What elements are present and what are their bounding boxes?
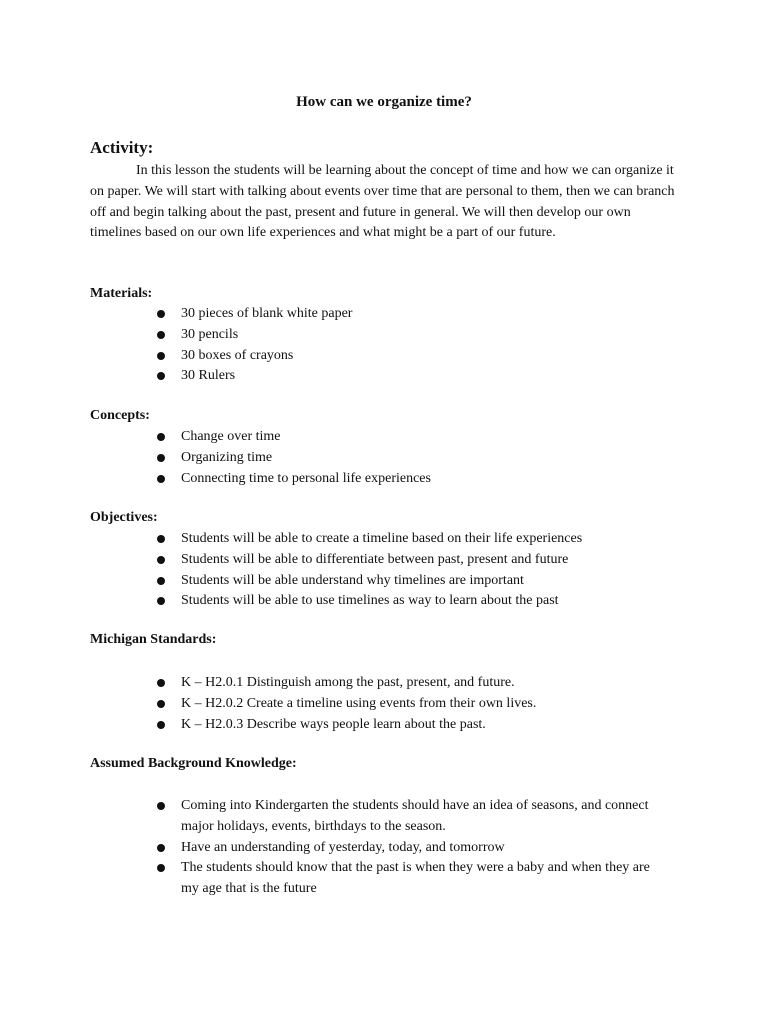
list-item: Students will be able to differentiate between past, present and future	[155, 550, 675, 571]
list-item: 30 boxes of crayons	[155, 346, 675, 367]
bullet-icon	[157, 372, 165, 380]
activity-heading: Activity:	[90, 138, 154, 157]
bullet-icon	[157, 577, 165, 585]
list-item: K – H2.0.1 Distinguish among the past, present, and future.	[155, 673, 675, 694]
bullet-icon	[157, 556, 165, 564]
standards-list	[155, 673, 675, 735]
background-heading: Assumed Background Knowledge:	[90, 756, 297, 771]
list-item: 30 pieces of blank white paper	[155, 304, 675, 325]
bullet-icon	[157, 331, 165, 339]
list-item: Connecting time to personal life experiences	[155, 469, 675, 490]
list-item: Students will be able understand why timelines are important	[155, 571, 675, 592]
concepts-list	[155, 427, 675, 489]
standards-heading: Michigan Standards:	[90, 632, 217, 647]
bullet-icon	[157, 721, 165, 729]
materials-list	[155, 304, 675, 387]
list-item: 30 pencils	[155, 325, 675, 346]
bullet-icon	[157, 597, 165, 605]
page-title: How can we organize time?	[296, 94, 472, 110]
concepts-heading: Concepts:	[90, 408, 150, 423]
bullet-icon	[157, 802, 165, 810]
bullet-icon	[157, 679, 165, 687]
bullet-icon	[157, 844, 165, 852]
list-item: K – H2.0.2 Create a timeline using events from their own lives.	[155, 694, 675, 715]
bullet-icon	[157, 352, 165, 360]
bullet-icon	[157, 700, 165, 708]
bullet-icon	[157, 433, 165, 441]
activity-paragraph: In this lesson the students will be learning about the concept of time and how we can organize it on paper. We will start with talking about events over time that are personal to them, then we can branch off and begin talking about the past, present and future in general. We will then develop our own timelines based on our own life experiences and what might be a part of our future.	[90, 163, 675, 241]
list-item: Change over time	[155, 427, 675, 448]
list-item: Organizing time	[155, 448, 675, 469]
bullet-icon	[157, 310, 165, 318]
list-item: 30 Rulers	[155, 366, 675, 387]
list-item: K – H2.0.3 Describe ways people learn about the past.	[155, 715, 675, 736]
materials-heading: Materials:	[90, 286, 153, 301]
bullet-icon	[157, 535, 165, 543]
bullet-icon	[157, 454, 165, 462]
bullet-icon	[157, 864, 165, 872]
list-item: Students will be able to create a timeline based on their life experiences	[155, 529, 675, 550]
background-list	[155, 796, 655, 900]
objectives-list	[155, 529, 675, 612]
objectives-heading: Objectives:	[90, 510, 158, 525]
list-item: Have an understanding of yesterday, today, and tomorrow	[155, 838, 655, 859]
list-item: The students should know that the past is when they were a baby and when they are my age that is the future	[155, 858, 655, 900]
list-item: Students will be able to use timelines as way to learn about the past	[155, 591, 675, 612]
list-item: Coming into Kindergarten the students should have an idea of seasons, and connect major holidays, events, birthdays to the season.	[155, 796, 655, 838]
bullet-icon	[157, 475, 165, 483]
